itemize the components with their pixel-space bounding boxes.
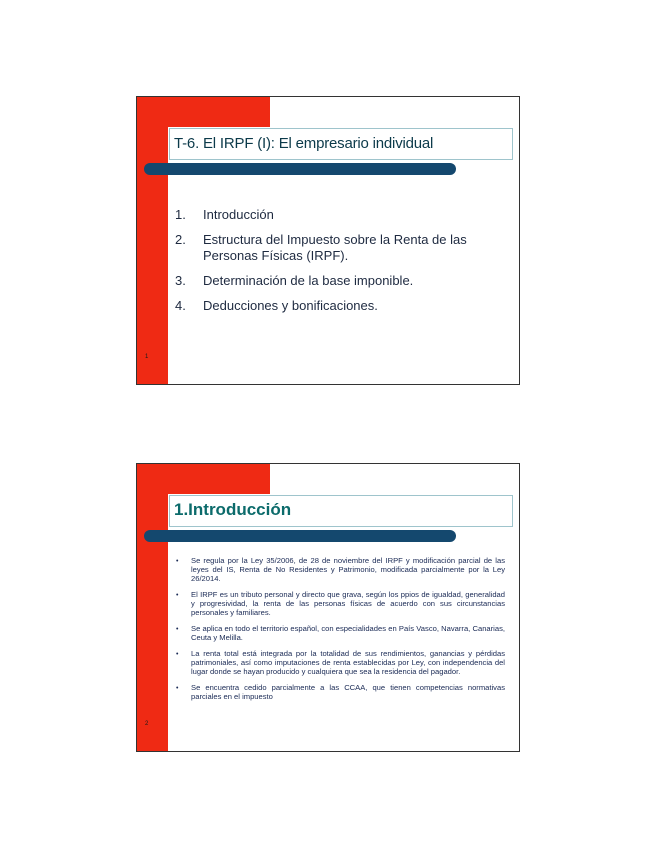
list-item <box>175 232 505 264</box>
list-item <box>173 556 505 583</box>
bullet-icon: • <box>176 592 179 599</box>
slide-number: 2 <box>145 721 149 727</box>
list-item <box>175 207 505 223</box>
list-number: 1. <box>175 207 186 222</box>
list-number: 2. <box>175 232 186 247</box>
slide-1 <box>136 96 520 385</box>
list-item <box>173 683 505 701</box>
list-item <box>175 273 505 289</box>
slide-title-box <box>169 495 513 527</box>
bullet-icon: • <box>176 626 179 633</box>
slide-red-top <box>137 97 270 127</box>
list-number: 3. <box>175 273 186 288</box>
list-text: Deducciones y bonificaciones. <box>203 298 378 313</box>
slide-2 <box>136 463 520 752</box>
list-text: Se regula por la Ley 35/2006, de 28 de noviembre del IRPF y modificación parcial de las leyes del IS, Renta de No Residentes y Patrimonio, modificada parcialmente por la Ley 26/2014. <box>191 556 505 583</box>
list-text: El IRPF es un tributo personal y directo que grava, según los ppios de igualdad, generalidad y progresividad, la renta de las personas físicas de acuerdo con sus circunstancias personales y familiares. <box>191 590 505 617</box>
list-text: Introducción <box>203 207 274 222</box>
slide-red-band <box>137 97 168 384</box>
list-text: La renta total está integrada por la totalidad de sus rendimientos, ganancias y pérdidas patrimoniales, así como imputaciones de renta establecidas por Ley, con independencia del lugar donde se hayan producido y cualquiera que sea la residencia del pagador. <box>191 649 505 676</box>
slide-red-band <box>137 464 168 751</box>
slide-red-top <box>137 464 270 494</box>
list-number: 4. <box>175 298 186 313</box>
bullet-icon: • <box>176 685 179 692</box>
list-item <box>173 624 505 642</box>
list-item <box>173 590 505 617</box>
outline-list <box>175 207 505 323</box>
slide-title: T-6. El IRPF (I): El empresario individual <box>174 135 434 152</box>
slide-number: 1 <box>145 354 149 360</box>
list-text: Estructura del Impuesto sobre la Renta de las Personas Físicas (IRPF). <box>203 232 467 263</box>
list-item <box>173 649 505 676</box>
bullet-list <box>173 556 505 708</box>
list-text: Determinación de la base imponible. <box>203 273 414 288</box>
bullet-icon: • <box>176 651 179 658</box>
slide-title: 1.Introducción <box>174 500 292 519</box>
slide-title-box <box>169 128 513 160</box>
list-item <box>175 298 505 314</box>
title-underline-bar <box>144 163 456 175</box>
title-underline-bar <box>144 530 456 542</box>
list-text: Se aplica en todo el territorio español, con especialidades en País Vasco, Navarra, Canarias, Ceuta y Melilla. <box>191 624 505 642</box>
list-text: Se encuentra cedido parcialmente a las CCAA, que tienen competencias normativas parciales en el impuesto <box>191 683 505 701</box>
bullet-icon: • <box>176 558 179 565</box>
